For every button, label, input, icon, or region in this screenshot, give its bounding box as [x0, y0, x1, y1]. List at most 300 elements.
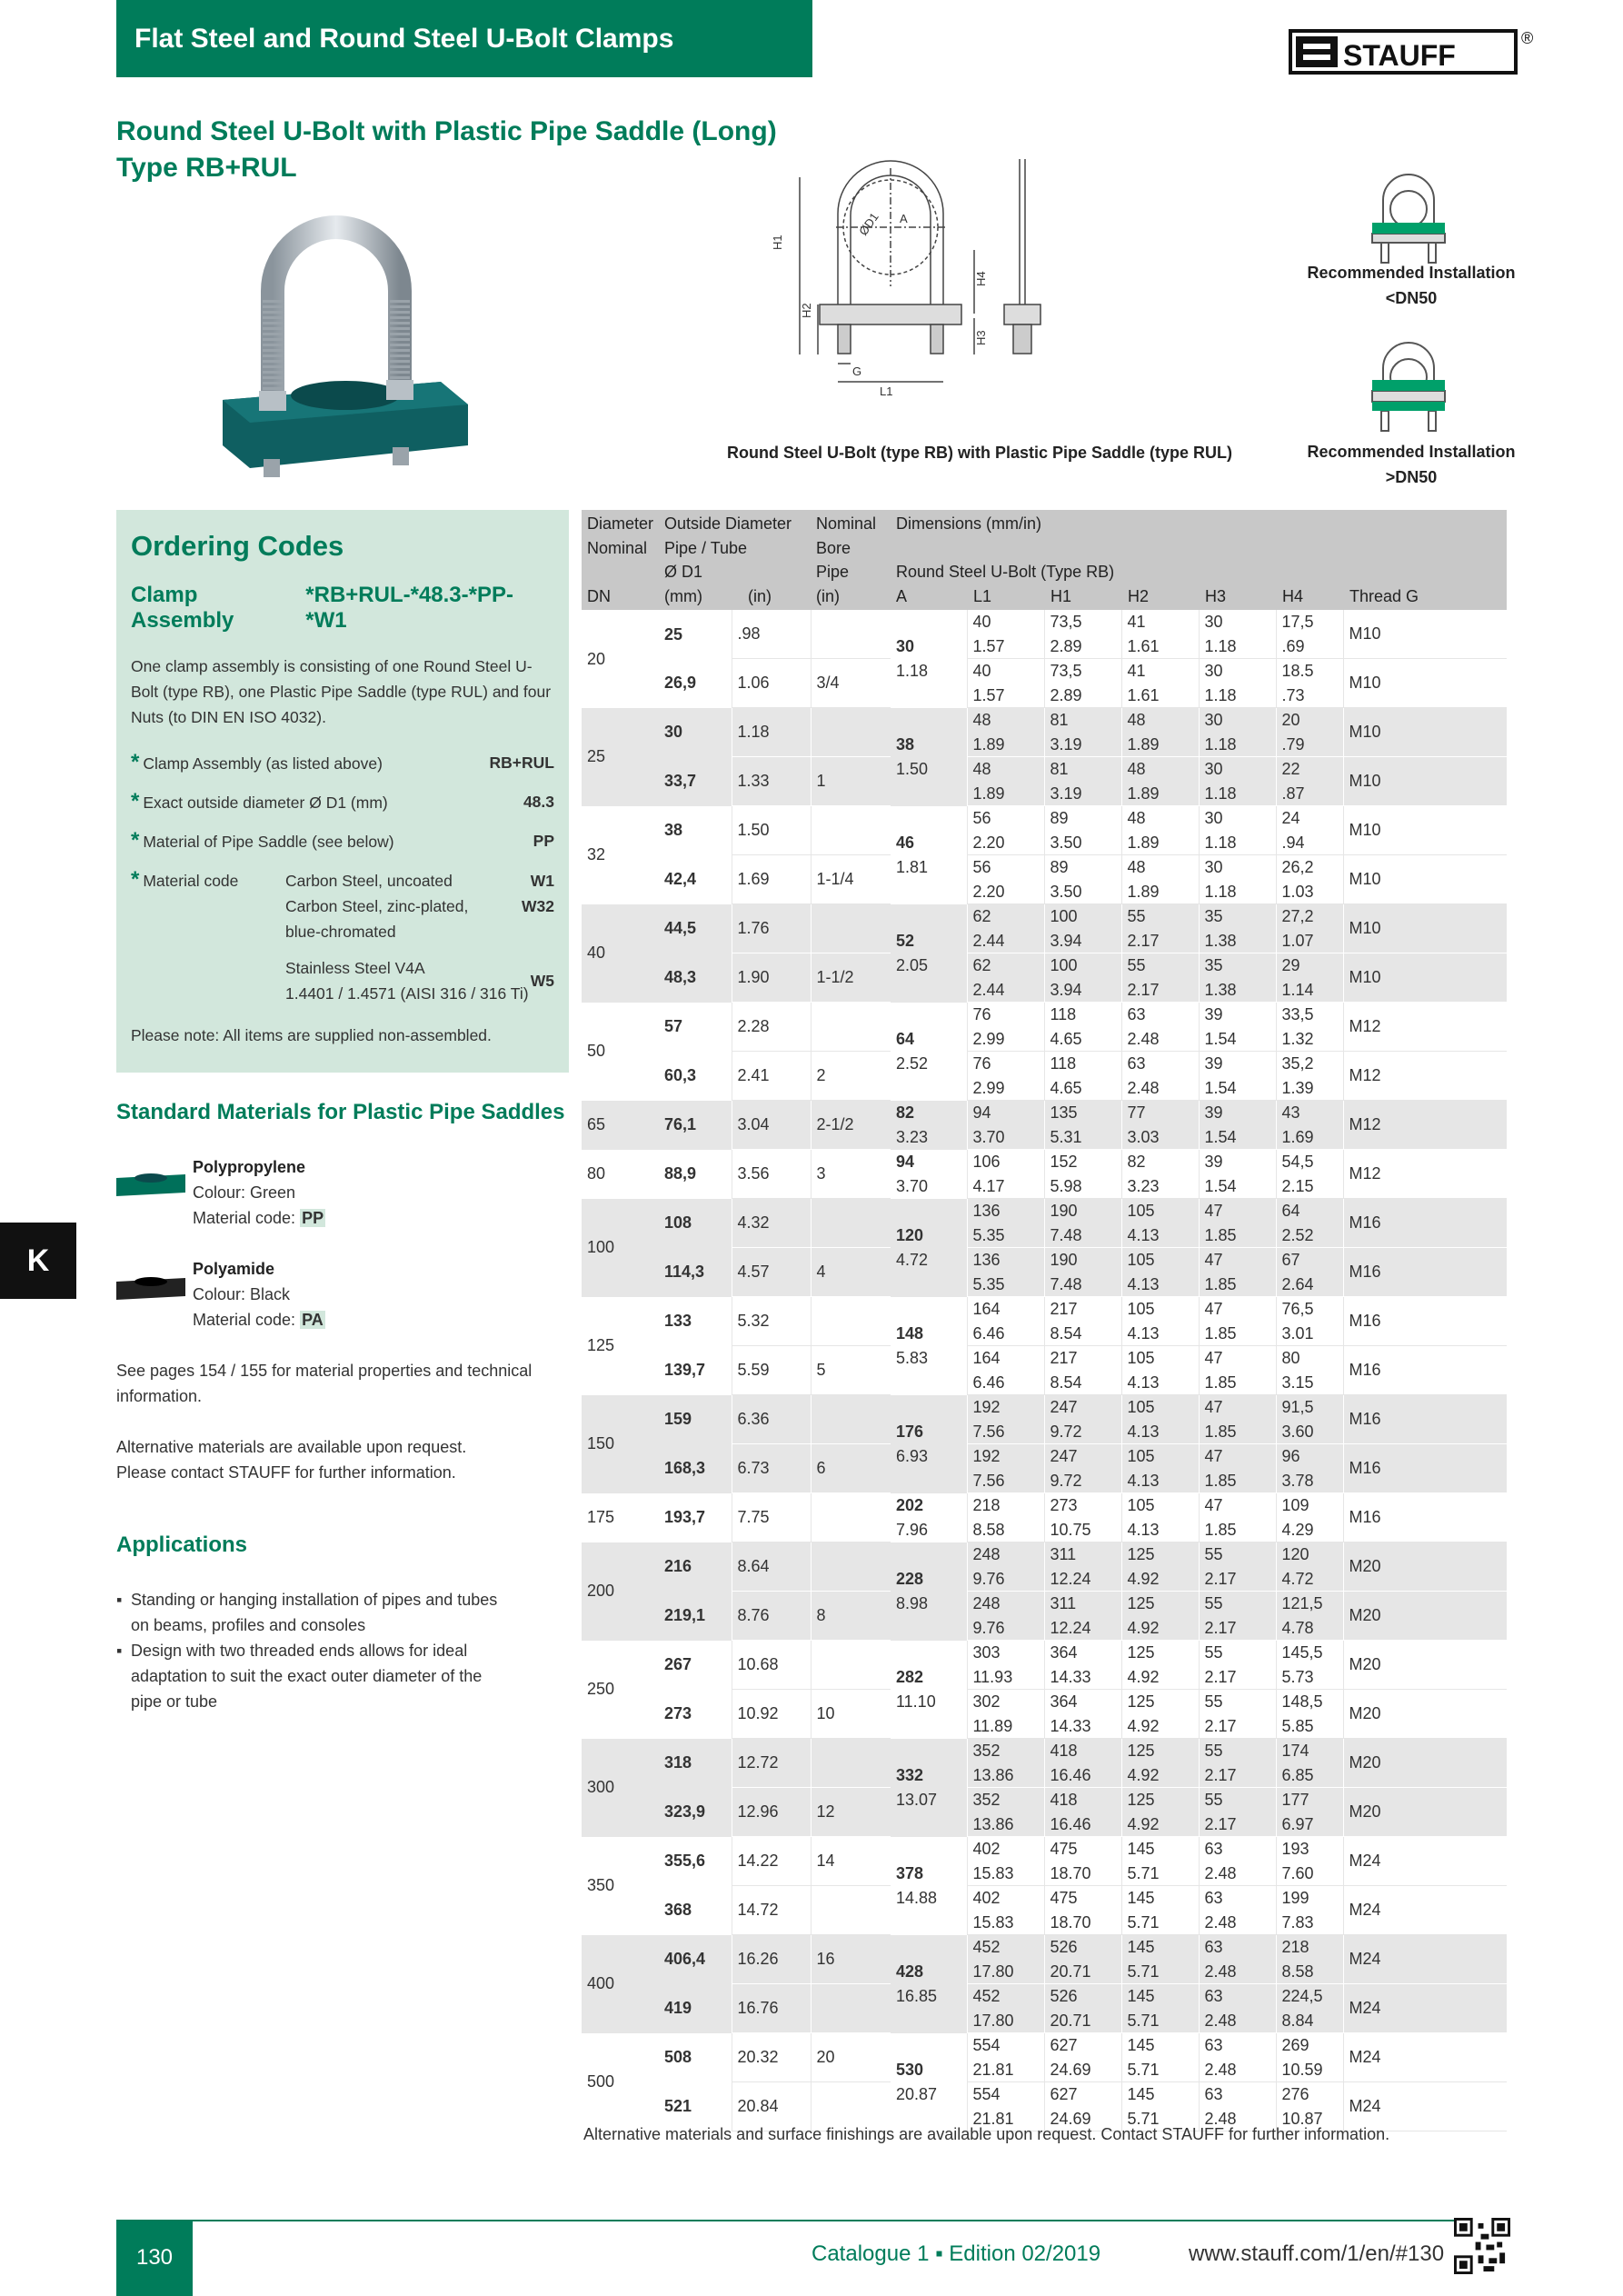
- cell-dn: 400: [582, 1935, 659, 2033]
- cell-h3: 55 2.17: [1199, 1542, 1276, 1592]
- table-row: [582, 953, 1507, 1003]
- cell-h2: 105 4.13: [1121, 1248, 1199, 1297]
- cell-h1: 81 3.19: [1044, 708, 1121, 757]
- cell-nominal-bore: [811, 1739, 891, 1788]
- header-title: Flat Steel and Round Steel U-Bolt Clamps: [116, 0, 812, 77]
- cell-nominal-bore: [811, 1003, 891, 1052]
- material-name: Polypropylene: [193, 1158, 306, 1176]
- cell-dn: 200: [582, 1542, 659, 1641]
- cell-a: 378 14.88: [896, 1864, 938, 1907]
- cell-nominal-bore: [811, 1493, 891, 1542]
- cell-h1: 475 18.70: [1044, 1837, 1121, 1886]
- cell-h4: 43 1.69: [1276, 1101, 1343, 1150]
- label-h3: H3: [974, 330, 988, 345]
- cell-h3: 55 2.17: [1199, 1690, 1276, 1739]
- cell-h3: 55 2.17: [1199, 1592, 1276, 1641]
- table-row: [582, 1641, 1507, 1690]
- cell-h2: 63 2.48: [1121, 1052, 1199, 1101]
- technical-drawing: [763, 150, 1090, 404]
- cell-h1: 217 8.54: [1044, 1346, 1121, 1395]
- cell-h2: 125 4.92: [1121, 1690, 1199, 1739]
- cell-nominal-bore: 20: [811, 2033, 891, 2082]
- table-row: [582, 1346, 1507, 1395]
- svg-text:STAUFF: STAUFF: [1343, 39, 1456, 72]
- cell-h3: 47 1.85: [1199, 1199, 1276, 1248]
- rec-caption-small-size: <DN50: [1385, 289, 1438, 307]
- cell-od-in: 20.32: [732, 2033, 811, 2082]
- cell-nominal-bore: [811, 1199, 891, 1248]
- cell-h3: 63 2.48: [1199, 2033, 1276, 2082]
- cell-nominal-bore: [811, 904, 891, 953]
- cell-thread: M20: [1343, 1542, 1507, 1592]
- ordering-item-label: Material of Pipe Saddle (see below): [143, 833, 394, 851]
- cell-l1: 402 15.83: [967, 1837, 1044, 1886]
- cell-l1: 76 2.99: [967, 1052, 1044, 1101]
- cell-l1: 248 9.76: [967, 1592, 1044, 1641]
- cell-h4: 177 6.97: [1276, 1788, 1343, 1837]
- cell-od-in: 6.36: [732, 1395, 811, 1444]
- cell-thread: M20: [1343, 1592, 1507, 1641]
- cell-h1: 190 7.48: [1044, 1248, 1121, 1297]
- label-d1: ØD1: [856, 210, 881, 238]
- cell-od-in: 14.72: [732, 1886, 811, 1935]
- cell-h4: 29 1.14: [1276, 953, 1343, 1003]
- cell-h4: 145,5 5.73: [1276, 1641, 1343, 1690]
- product-title: [116, 114, 777, 186]
- cell-od-in: 4.57: [732, 1248, 811, 1297]
- table-row: [582, 659, 1507, 708]
- cell-thread: M20: [1343, 1788, 1507, 1837]
- cell-dn: 500: [587, 2072, 615, 2091]
- cell-thread: M12: [1343, 1101, 1507, 1150]
- cell-h4: 67 2.64: [1276, 1248, 1343, 1297]
- cell-nominal-bore: 1-1/2: [811, 953, 891, 1003]
- ordering-item: [131, 750, 554, 776]
- svg-text:®: ®: [1521, 29, 1534, 47]
- cell-h1: 475 18.70: [1044, 1886, 1121, 1935]
- cell-l1: 62 2.44: [967, 953, 1044, 1003]
- cell-od-in: 2.41: [732, 1052, 811, 1101]
- cell-od-in: 20.84: [732, 2082, 811, 2131]
- cell-h1: 418 16.46: [1044, 1788, 1121, 1837]
- cell-h3: 47 1.85: [1199, 1297, 1276, 1346]
- table-row: [582, 806, 1507, 855]
- cell-h1: 190 7.48: [1044, 1199, 1121, 1248]
- cell-od-in: 6.73: [732, 1444, 811, 1493]
- cell-h3: 30 1.18: [1199, 806, 1276, 855]
- application-item: ▪ Standing or hanging installation of pipes and tubes on beams, profiles and consoles: [116, 1587, 516, 1638]
- cell-h1: 73,5 2.89: [1044, 659, 1121, 708]
- cell-h2: 145 5.71: [1121, 2082, 1199, 2131]
- cell-dn: 125: [587, 1336, 615, 1355]
- cell-od-mm: 318: [659, 1739, 732, 1788]
- cell-a: 120 4.72: [891, 1199, 967, 1297]
- table-row: [582, 1837, 1507, 1886]
- catalogue-edition: Catalogue 1 ▪ Edition 02/2019: [812, 2241, 1101, 2266]
- cell-h4: 121,5 4.78: [1276, 1592, 1343, 1641]
- cell-h4: 224,5 8.84: [1276, 1984, 1343, 2033]
- cell-nominal-bore: 5: [811, 1346, 891, 1395]
- cell-h4: 26,2 1.03: [1276, 855, 1343, 904]
- material-code: W5: [530, 972, 554, 990]
- cell-h1: 73,5 2.89: [1044, 610, 1121, 659]
- cell-thread: M16: [1343, 1248, 1507, 1297]
- table-row: [582, 904, 1507, 953]
- table-row: [582, 1788, 1507, 1837]
- cell-od-in: 5.59: [732, 1346, 811, 1395]
- cell-od-mm: 26,9: [664, 674, 697, 693]
- cell-od-in: 12.72: [732, 1739, 811, 1788]
- application-item: ▪ Design with two threaded ends allows for ideal adaptation to suit the exact outer diameter of the pipe or tube: [116, 1638, 516, 1714]
- cell-h1: 311 12.24: [1044, 1592, 1121, 1641]
- cell-l1: 164 6.46: [967, 1297, 1044, 1346]
- cell-h3: 39 1.54: [1199, 1052, 1276, 1101]
- cell-a: 38 1.50: [891, 708, 967, 806]
- cell-od-in: 14.22: [732, 1837, 811, 1886]
- table-row: [582, 1739, 1507, 1788]
- cell-od-in: 1.76: [732, 904, 811, 953]
- cell-h3: 63 2.48: [1199, 2082, 1276, 2131]
- ordering-item-label: Exact outside diameter Ø D1 (mm): [143, 794, 388, 812]
- cell-h3: 30 1.18: [1199, 855, 1276, 904]
- page-number: 130: [116, 2220, 193, 2296]
- cell-h3: 30 1.18: [1199, 610, 1276, 659]
- cell-h2: 82 3.23: [1121, 1150, 1199, 1199]
- cell-l1: 48 1.89: [967, 708, 1044, 757]
- cell-od-in: 1.06: [732, 659, 811, 708]
- cell-h3: 63 2.48: [1199, 1935, 1276, 1984]
- label-h4: H4: [974, 271, 988, 286]
- cell-l1: 48 1.89: [967, 757, 1044, 806]
- cell-od-mm: 60,3: [664, 1066, 697, 1085]
- cell-h3: 47 1.85: [1199, 1395, 1276, 1444]
- footer-rule: [193, 2220, 1510, 2221]
- table-row: [582, 1150, 1507, 1199]
- clamp-assembly-row: [131, 583, 554, 634]
- cell-h4: 35,2 1.39: [1276, 1052, 1343, 1101]
- product-title-line1: Round Steel U-Bolt with Plastic Pipe Saddle (Long): [116, 116, 777, 146]
- material-polypropylene: [193, 1154, 325, 1231]
- footer-url[interactable]: www.stauff.com/1/en/#130: [1189, 2241, 1445, 2266]
- cell-od-in: 1.18: [732, 708, 811, 757]
- cell-h2: 77 3.03: [1121, 1101, 1199, 1150]
- clamp-assembly-label: Clamp Assembly: [131, 583, 234, 633]
- cell-od-mm: 168,3: [659, 1444, 732, 1493]
- cell-od-in: 7.75: [732, 1493, 811, 1542]
- cell-nominal-bore: 8: [811, 1592, 891, 1641]
- cell-h4: 120 4.72: [1276, 1542, 1343, 1592]
- cell-od-mm: 323,9: [659, 1788, 732, 1837]
- cell-nominal-bore: 4: [811, 1248, 891, 1297]
- cell-h2: 125 4.92: [1121, 1739, 1199, 1788]
- col-dimensions: Dimensions (mm/in) Round Steel U-Bolt (Type RB) A L1 H1 H2 H3 H4 Thread G: [891, 510, 1507, 610]
- material-code-label: Material code:: [193, 1311, 301, 1329]
- material-colour: Colour: Black: [193, 1285, 291, 1303]
- cell-h2: 125 4.92: [1121, 1542, 1199, 1592]
- cell-l1: 452 17.80: [967, 1984, 1044, 2033]
- cell-h2: 105 4.13: [1121, 1444, 1199, 1493]
- cell-h3: 47 1.85: [1199, 1248, 1276, 1297]
- ordering-item: [131, 828, 554, 854]
- table-row: [582, 1542, 1507, 1592]
- cell-thread: M20: [1343, 1739, 1507, 1788]
- cell-od-mm: 42,4: [664, 870, 697, 889]
- cell-h1: 135 5.31: [1044, 1101, 1121, 1150]
- cell-thread: M10: [1343, 904, 1507, 953]
- cell-h3: 35 1.38: [1199, 904, 1276, 953]
- polyamide-saddle-icon: [115, 1276, 187, 1302]
- cell-h4: 22 .87: [1276, 757, 1343, 806]
- cell-nominal-bore: [811, 610, 891, 659]
- col-dn: Diameter Nominal DN: [582, 510, 659, 610]
- table-row: [582, 1935, 1507, 1984]
- cell-od-mm: 193,7: [664, 1508, 706, 1527]
- cell-h4: 33,5 1.32: [1276, 1003, 1343, 1052]
- cell-h1: 100 3.94: [1044, 904, 1121, 953]
- cell-od-mm: 216: [659, 1542, 732, 1592]
- ordering-codes-box: [116, 510, 569, 1073]
- cell-h3: 39 1.54: [1199, 1101, 1276, 1150]
- material-line: Carbon Steel, zinc-plated,: [285, 897, 469, 915]
- table-row: [582, 1101, 1507, 1150]
- rec-caption-small-line1: Recommended Installation: [1307, 264, 1516, 282]
- cell-l1: 106 4.17: [967, 1150, 1044, 1199]
- table-row: [582, 1444, 1507, 1493]
- cell-od-in: 16.26: [732, 1935, 811, 1984]
- cell-l1: 554 21.81: [967, 2082, 1044, 2131]
- cell-nominal-bore: [811, 806, 891, 855]
- cell-l1: 352 13.86: [967, 1739, 1044, 1788]
- cell-nominal-bore: [811, 1886, 891, 1935]
- ordering-title: Ordering Codes: [131, 530, 344, 562]
- label-l1: L1: [880, 384, 893, 398]
- cell-od-mm: 355,6: [664, 1852, 706, 1871]
- table-row: [582, 610, 1507, 659]
- cell-l1: 302 11.89: [967, 1690, 1044, 1739]
- cell-dn: 175: [587, 1508, 615, 1527]
- cell-l1: 136 5.35: [967, 1199, 1044, 1248]
- cell-h3: 47 1.85: [1199, 1346, 1276, 1395]
- cell-thread: M12: [1343, 1052, 1507, 1101]
- cell-h4: 199 7.83: [1276, 1886, 1343, 1935]
- cell-h2: 41 1.61: [1121, 610, 1199, 659]
- cell-h3: 30 1.18: [1199, 708, 1276, 757]
- cell-h4: 276 10.87: [1276, 2082, 1343, 2131]
- cell-h2: 105 4.13: [1121, 1493, 1199, 1542]
- cell-a: 30 1.18: [896, 637, 929, 680]
- star-marker: *: [131, 828, 140, 853]
- cell-nominal-bore: 16: [811, 1935, 891, 1984]
- table-row: [582, 1592, 1507, 1641]
- cell-od-mm: 508: [664, 2048, 692, 2067]
- label-h2: H2: [800, 303, 813, 318]
- cell-l1: 352 13.86: [967, 1788, 1044, 1837]
- cell-h3: 39 1.54: [1199, 1003, 1276, 1052]
- cell-thread: M24: [1343, 1886, 1507, 1935]
- cell-a: 46 1.81: [896, 834, 929, 876]
- cell-nominal-bore: [811, 708, 891, 757]
- cell-od-mm: 38: [664, 821, 683, 840]
- cell-od-in: 12.96: [732, 1788, 811, 1837]
- cell-od-mm: 419: [659, 1984, 732, 2033]
- cell-h4: 218 8.58: [1276, 1935, 1343, 1984]
- table-row: [582, 1248, 1507, 1297]
- drawing-caption: Round Steel U-Bolt (type RB) with Plastic Pipe Saddle (type RUL): [726, 444, 1233, 462]
- cell-l1: 56 2.20: [967, 855, 1044, 904]
- cell-h4: 269 10.59: [1276, 2033, 1343, 2082]
- cell-od-mm: 57: [664, 1017, 683, 1036]
- cell-dn: 350: [587, 1876, 615, 1895]
- cell-nominal-bore: [811, 1395, 891, 1444]
- cell-h4: 109 4.29: [1276, 1493, 1343, 1542]
- cell-l1: 192 7.56: [967, 1395, 1044, 1444]
- rec-caption-small: [1298, 260, 1525, 311]
- dimensions-table: [582, 510, 1507, 2131]
- cell-od-in: 1.33: [732, 757, 811, 806]
- cell-h4: 91,5 3.60: [1276, 1395, 1343, 1444]
- cell-od-in: 2.28: [732, 1003, 811, 1052]
- ordering-item-label: Clamp Assembly (as listed above): [143, 754, 383, 773]
- section-tab-k: K: [0, 1223, 76, 1299]
- cell-thread: M10: [1343, 855, 1507, 904]
- cell-od-mm: 48,3: [659, 953, 732, 1003]
- table-footnote: Alternative materials and surface finishings are available upon request. Contact STAUFF for further information.: [583, 2125, 1390, 2143]
- cell-h1: 418 16.46: [1044, 1739, 1121, 1788]
- material-stainless: [131, 955, 554, 1006]
- material-polyamide: [193, 1256, 325, 1333]
- ordering-item-code: PP: [533, 832, 554, 850]
- ordering-item-code: 48.3: [523, 793, 554, 811]
- cell-a: 428 16.85: [891, 1935, 967, 2033]
- cell-dn: 20: [587, 649, 606, 668]
- cell-h4: 96 3.78: [1276, 1444, 1343, 1493]
- install-large-icon: [1354, 336, 1463, 445]
- cell-h1: 247 9.72: [1044, 1444, 1121, 1493]
- cell-h4: 193 7.60: [1276, 1837, 1343, 1886]
- cell-nominal-bore: 2-1/2: [811, 1101, 891, 1150]
- cell-thread: M10: [1343, 953, 1507, 1003]
- table-row: [582, 1052, 1507, 1101]
- cell-od-mm: 33,7: [659, 757, 732, 806]
- cell-h1: 152 5.98: [1044, 1150, 1121, 1199]
- col-nominal-bore: Nominal Bore Pipe (in): [811, 510, 891, 610]
- materials-title: Standard Materials for Plastic Pipe Saddles: [116, 1100, 565, 1124]
- cell-l1: 94 3.70: [967, 1101, 1044, 1150]
- cell-thread: M12: [1343, 1150, 1507, 1199]
- cell-nominal-bore: 1-1/4: [811, 855, 891, 904]
- table-row: [582, 1984, 1507, 2033]
- cell-thread: M16: [1343, 1297, 1507, 1346]
- cell-a: 176 6.93: [891, 1395, 967, 1493]
- cell-h4: 18.5 .73: [1276, 659, 1343, 708]
- cell-dn: 80: [587, 1164, 606, 1183]
- label-g: G: [852, 364, 862, 378]
- table-body: [582, 610, 1507, 2131]
- ordering-description: One clamp assembly is consisting of one Round Steel U-Bolt (type RB), one Plastic Pipe Saddle (type RUL) and four Nuts (to DIN EN ISO 4032).: [131, 657, 552, 726]
- cell-h3: 30 1.18: [1199, 659, 1276, 708]
- cell-h1: 627 24.69: [1044, 2082, 1121, 2131]
- cell-od-in: 5.32: [732, 1297, 811, 1346]
- ordering-note: Please note: All items are supplied non-assembled.: [131, 1026, 492, 1044]
- cell-od-in: .98: [732, 610, 811, 659]
- cell-dn: 300: [582, 1739, 659, 1837]
- cell-h2: 63 2.48: [1121, 1003, 1199, 1052]
- stauff-logo: [1289, 25, 1541, 78]
- cell-h4: 174 6.85: [1276, 1739, 1343, 1788]
- cell-l1: 40 1.57: [967, 610, 1044, 659]
- material-code: PP: [302, 1209, 324, 1227]
- cell-od-mm: 159: [659, 1395, 732, 1444]
- applications-title: Applications: [116, 1532, 248, 1557]
- cell-nominal-bore: 14: [811, 1837, 891, 1886]
- cell-dn: 32: [587, 845, 606, 864]
- cell-od-mm: 133: [664, 1312, 692, 1331]
- cell-l1: 40 1.57: [967, 659, 1044, 708]
- cell-nominal-bore: 2: [811, 1052, 891, 1101]
- cell-thread: M10: [1343, 806, 1507, 855]
- cell-h1: 100 3.94: [1044, 953, 1121, 1003]
- cell-od-in: 10.92: [732, 1690, 811, 1739]
- cell-od-in: 1.69: [732, 855, 811, 904]
- cell-thread: M16: [1343, 1493, 1507, 1542]
- cell-h4: 64 2.52: [1276, 1199, 1343, 1248]
- material-line: Carbon Steel, uncoated: [285, 872, 453, 890]
- table-row: [582, 1003, 1507, 1052]
- cell-a: 228 8.98: [891, 1542, 967, 1641]
- cell-l1: 218 8.58: [967, 1493, 1044, 1542]
- cell-od-mm: 114,3: [659, 1248, 732, 1297]
- label-h1: H1: [771, 235, 784, 250]
- cell-h4: 54,5 2.15: [1276, 1150, 1343, 1199]
- cell-od-mm: 44,5: [659, 904, 732, 953]
- star-marker: *: [131, 867, 140, 892]
- cell-h4: 27,2 1.07: [1276, 904, 1343, 953]
- cell-h1: 118 4.65: [1044, 1052, 1121, 1101]
- cell-od-mm: 406,4: [659, 1935, 732, 1984]
- ordering-item: [131, 789, 554, 815]
- cell-h3: 35 1.38: [1199, 953, 1276, 1003]
- cell-dn: 40: [582, 904, 659, 1003]
- cell-dn: 150: [582, 1395, 659, 1493]
- table-row: [582, 708, 1507, 757]
- cell-thread: M24: [1343, 1935, 1507, 1984]
- cell-od-mm: 30: [659, 708, 732, 757]
- cell-h2: 125 4.92: [1121, 1641, 1199, 1690]
- table-row: [582, 855, 1507, 904]
- cell-h2: 145 5.71: [1121, 1984, 1199, 2033]
- cell-thread: M20: [1343, 1690, 1507, 1739]
- cell-h1: 311 12.24: [1044, 1542, 1121, 1592]
- cell-thread: M20: [1343, 1641, 1507, 1690]
- cell-h1: 273 10.75: [1044, 1493, 1121, 1542]
- cell-h1: 118 4.65: [1044, 1003, 1121, 1052]
- cell-l1: 76 2.99: [967, 1003, 1044, 1052]
- cell-nominal-bore: 3/4: [811, 659, 891, 708]
- material-line: blue-chromated: [285, 923, 396, 941]
- cell-nominal-bore: [811, 1984, 891, 2033]
- cell-thread: M24: [1343, 1984, 1507, 2033]
- cell-h2: 55 2.17: [1121, 904, 1199, 953]
- cell-h3: 55 2.17: [1199, 1641, 1276, 1690]
- cell-a: 82 3.23: [891, 1101, 967, 1150]
- clamp-assembly-code: *RB+RUL-*48.3-*PP-*W1: [305, 583, 513, 633]
- rec-caption-large: [1298, 439, 1525, 490]
- cell-h2: 105 4.13: [1121, 1297, 1199, 1346]
- ordering-item-label: Material code: [143, 872, 239, 890]
- material-colour: Colour: Green: [193, 1183, 296, 1202]
- cell-od-in: 3.56: [732, 1150, 811, 1199]
- cell-h3: 63 2.48: [1199, 1837, 1276, 1886]
